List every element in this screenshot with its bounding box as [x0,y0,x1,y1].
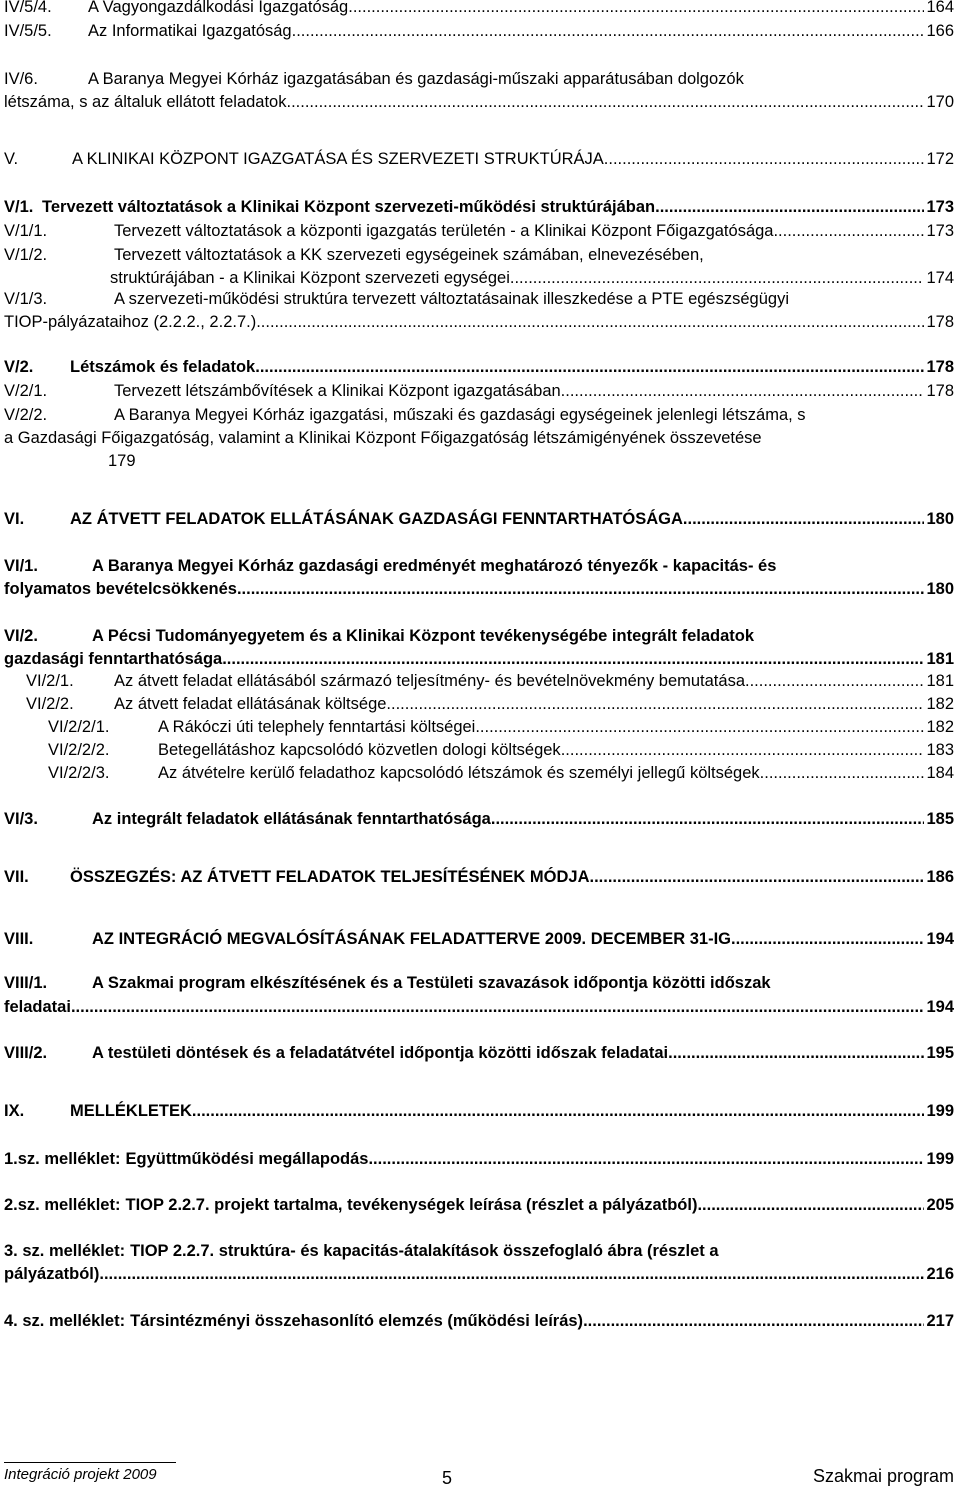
toc-entry-title: ÖSSZEGZÉS: AZ ÁTVETT FELADATOK TELJESÍTÉSÉNEK MÓDJA [70,868,590,886]
toc-entry[interactable] [4,0,954,18]
toc-entry-title: MELLÉKLETEK [70,1102,192,1120]
toc-page-number: 199 [926,1150,954,1168]
toc-entry-title: A Vagyongazdálkodási Igazgatóság [88,0,349,16]
toc-entry-number: IV/6. [4,70,38,88]
toc-entry[interactable] [48,739,954,761]
toc-page-number: 216 [926,1265,954,1283]
toc-entry-number: 3. sz. melléklet: [4,1242,126,1260]
toc-entry-title-cont: feladatai [4,998,71,1016]
toc-leader-dots [561,380,925,402]
toc-entry-continuation[interactable] [4,648,954,670]
toc-page-number: 173 [926,222,954,240]
toc-page-number: 174 [926,269,954,287]
toc-entry[interactable] [4,220,954,242]
toc-entry-title: Az átvett feladat ellátásának költsége [114,695,387,713]
toc-page-number: 178 [926,358,954,376]
toc-entry-title: Az átvételre kerülő feladathoz kapcsolódó létszámok és személyi jellegű költségek [158,764,760,782]
toc-entry[interactable] [4,972,954,994]
toc-entry-title: A Pécsi Tudományegyetem és a Klinikai Központ tevékenységébe integrált feladatok [92,627,755,645]
toc-entry[interactable] [4,244,954,266]
toc-entry-title: Tervezett változtatások a Klinikai Központ szervezeti-működési struktúrájában [42,198,656,216]
toc-leader-dots [760,762,925,784]
toc-entry-number: V/1/2. [4,246,48,264]
toc-leader-dots [286,91,924,113]
toc-entry[interactable] [4,20,954,42]
toc-entry[interactable] [4,380,954,402]
toc-entry[interactable] [26,693,954,715]
toc-entry-title: Az Informatikai Igazgatóság [88,22,292,40]
toc-entry[interactable] [4,808,954,830]
toc-page-number: 195 [926,1044,954,1062]
toc-leader-dots [348,0,924,18]
toc-page-number: 166 [926,22,954,40]
toc-leader-dots [255,356,924,378]
toc-leader-dots [222,648,924,670]
toc-leader-dots [256,311,924,333]
toc-entry-number: V. [4,150,19,168]
toc-entry-title: Az átvett feladat ellátásából származó teljesítmény- és bevételnövekmény bemutatása [114,672,745,690]
toc-leader-dots [192,1100,925,1122]
toc-entry-title: A testületi döntések és a feladatátvétel időpontja közötti időszak feladatai [92,1044,669,1062]
page-footer [0,1462,960,1488]
toc-entry-title: A Rákóczi úti telephely fenntartási költségei [158,718,476,736]
toc-entry-continuation[interactable] [4,311,954,333]
toc-leader-dots [237,578,925,600]
toc-entry-number: VIII. [4,930,34,948]
toc-entry-continuation[interactable] [4,91,954,113]
footer-rule [4,1462,176,1463]
toc-page-number: 172 [926,150,954,168]
toc-page-number: 181 [926,650,954,668]
toc-page-number: 173 [926,198,954,216]
toc-entry[interactable] [4,1194,954,1216]
toc-entry-title-cont: a Gazdasági Főigazgatóság, valamint a Klinikai Központ Főigazgatóság létszámigényének összevetése [4,429,762,447]
toc-entry-continuation[interactable] [4,1263,954,1285]
toc-entry[interactable] [4,1100,954,1122]
toc-entry-title: AZ INTEGRÁCIÓ MEGVALÓSÍTÁSÁNAK FELADATTERVE 2009. DECEMBER 31-IG [92,930,731,948]
toc-leader-dots [368,1148,924,1170]
toc-entry-title: Az integrált feladatok ellátásának fenntarthatósága [92,810,491,828]
toc-entry-title-cont: létszáma, s az általuk ellátott feladatok [4,93,287,111]
toc-entry[interactable] [48,762,954,784]
toc-entry-title: Tervezett változtatások a központi igazgatás területén - a Klinikai Központ Főigazgatósága [114,222,774,240]
toc-entry-number: VI/1. [4,557,38,575]
toc-leader-dots [773,220,924,242]
toc-leader-dots [292,20,925,42]
toc-entry-title: A Baranya Megyei Kórház gazdasági eredményét meghatározó tényezők - kapacitás- és [92,557,777,575]
toc-page-number: 183 [926,741,954,759]
toc-page-number: 186 [926,868,954,886]
toc-entry-title: A Baranya Megyei Kórház igazgatásában és gazdasági-műszaki apparátusában dolgozók [88,70,744,88]
toc-leader-dots [745,670,924,692]
toc-entry-number: V/2. [4,358,34,376]
toc-page-number: 185 [926,810,954,828]
toc-entry-title: AZ ÁTVETT FELADATOK ELLÁTÁSÁNAK GAZDASÁGI FENNTARTHATÓSÁGA [70,510,683,528]
toc-leader-dots [604,148,925,170]
toc-entry[interactable] [4,148,954,170]
toc-entry-number: VI/2/2/1. [48,718,110,736]
toc-entry-title-cont: TIOP-pályázataihoz (2.2.2., 2.2.7.) [4,313,257,331]
toc-entry-number: IX. [4,1102,25,1120]
toc-entry-title: Társintézményi összehasonlító elemzés (működési leírás) [130,1312,584,1330]
toc-entry-number: 1.sz. melléklet: [4,1150,121,1168]
toc-entry-title: TIOP 2.2.7. struktúra- és kapacitás-átalakítások összefoglaló ábra (részlet a [130,1242,719,1260]
toc-page-number: 205 [926,1196,954,1214]
toc-leader-dots [589,866,924,888]
toc-entry[interactable] [26,670,954,692]
toc-leader-dots [386,693,924,715]
toc-leader-dots [655,196,924,218]
toc-entry[interactable] [4,404,954,426]
toc-entry[interactable] [4,1310,954,1332]
toc-entry[interactable] [4,1148,954,1170]
toc-entry-title: Együttműködési megállapodás [125,1150,369,1168]
toc-entry-continuation[interactable] [4,578,954,600]
toc-entry[interactable] [4,625,954,647]
toc-entry-title: TIOP 2.2.7. projekt tartalma, tevékenységek leírása (részlet a pályázatból) [125,1196,698,1214]
toc-entry-title: A Szakmai program elkészítésének és a Testületi szavazások időpontja közötti időszak [92,974,771,992]
toc-entry-number: IV/5/5. [4,22,52,40]
toc-leader-dots [731,928,924,950]
toc-entry-title: A KLINIKAI KÖZPONT IGAZGATÁSA ÉS SZERVEZETI STRUKTÚRÁJA [72,150,604,168]
toc-page-number: 164 [926,0,954,16]
toc-entry-title-cont: pályázatból) [4,1265,100,1283]
toc-entry[interactable] [4,196,954,218]
toc-entry-title-cont: gazdasági fenntarthatósága [4,650,223,668]
toc-page-number: 194 [926,930,954,948]
toc-entry-number: 4. sz. melléklet: [4,1312,126,1330]
toc-page-number: 199 [926,1102,954,1120]
toc-entry[interactable] [4,1042,954,1064]
toc-entry-number: 2.sz. melléklet: [4,1196,121,1214]
toc-entry[interactable] [4,1240,954,1262]
toc-entry-continuation[interactable] [4,427,954,449]
toc-leader-dots [583,1310,924,1332]
toc-entry-number: VI/2/2. [26,695,74,713]
toc-page-number: 181 [926,672,954,690]
toc-entry[interactable] [4,928,954,950]
toc-entry[interactable] [4,508,954,530]
toc-entry-title: A szervezeti-működési struktúra tervezett változtatásainak illeszkedése a PTE egészségügyi [114,290,789,308]
toc-entry-number: VI/2. [4,627,38,645]
toc-leader-dots [510,267,925,289]
toc-entry[interactable] [4,866,954,888]
footer-doc-title: Szakmai program [812,1466,954,1486]
toc-entry-number: VI/2/2/3. [48,764,110,782]
toc-page-number: 182 [926,695,954,713]
toc-entry-continuation[interactable] [110,267,954,289]
toc-page-number: 194 [926,998,954,1016]
toc-entry[interactable] [4,68,954,90]
toc-entry-number: V/1/3. [4,290,48,308]
page-number: 5 [442,1468,453,1488]
toc-leader-dots [561,739,925,761]
toc-entry[interactable] [4,288,954,310]
toc-entry[interactable] [4,356,954,378]
toc-leader-dots [668,1042,924,1064]
toc-leader-dots [475,716,924,738]
toc-entry-title: A Baranya Megyei Kórház igazgatási, műszaki és gazdasági egységeinek jelenlegi létszáma, s [114,406,806,424]
toc-page-number: 170 [926,93,954,111]
toc-entry-title: Betegellátáshoz kapcsolódó közvetlen dologi költségek [158,741,561,759]
toc-entry-number: VII. [4,868,29,886]
toc-entry-title: Tervezett változtatások a KK szervezeti egységeinek számában, elnevezésében, [114,246,704,264]
toc-entry-number: V/1. [4,198,34,216]
toc-entry-number: IV/5/4. [4,0,52,16]
toc-leader-dots [697,1194,924,1216]
toc-entry-number: V/2/1. [4,382,48,400]
toc-entry-title-cont: struktúrájában - a Klinikai Központ szervezeti egységei [110,269,510,287]
toc-page-number: 182 [926,718,954,736]
toc-page-number: 179 [108,452,136,470]
toc-leader-dots [491,808,925,830]
toc-entry-title-cont: folyamatos bevételcsökkenés [4,580,237,598]
toc-entry-title: Létszámok és feladatok [70,358,256,376]
toc-page-number: 180 [926,510,954,528]
toc-entry-number: VI. [4,510,25,528]
toc-leader-dots [99,1263,924,1285]
toc-entry-number: VI/2/1. [26,672,74,690]
toc-page-number: 180 [926,580,954,598]
toc-entry-number: V/2/2. [4,406,48,424]
toc-entry[interactable] [4,555,954,577]
toc-entry-number: VIII/1. [4,974,48,992]
toc-entry-number: V/1/1. [4,222,48,240]
toc-entry[interactable] [48,716,954,738]
toc-entry-continuation[interactable] [4,996,954,1018]
toc-entry-number: VI/2/2/2. [48,741,110,759]
toc-page-number: 184 [926,764,954,782]
footer-project: Integráció projekt 2009 [4,1466,157,1483]
toc-page-number: 178 [926,382,954,400]
toc-entry-number: VI/3. [4,810,38,828]
toc-leader-dots [683,508,925,530]
toc-entry-number: VIII/2. [4,1044,48,1062]
toc-leader-dots [71,996,925,1018]
toc-page-number: 217 [926,1312,954,1330]
toc-entry-title: Tervezett létszámbővítések a Klinikai Központ igazgatásában [114,382,561,400]
toc-page-number: 178 [926,313,954,331]
